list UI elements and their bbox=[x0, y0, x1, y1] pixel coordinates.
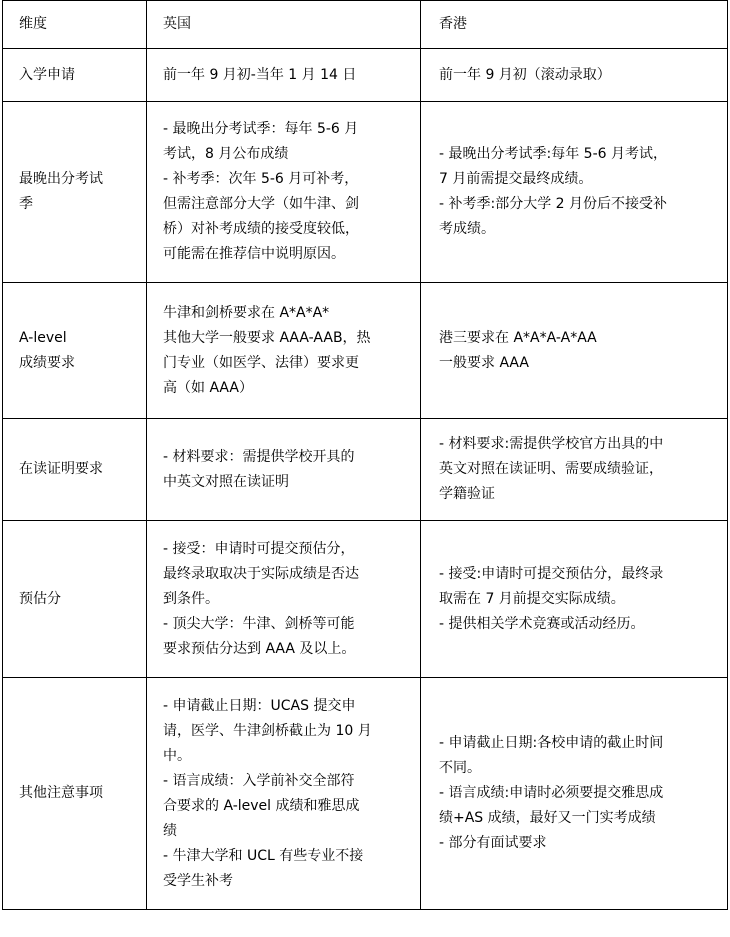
cell-line: - 最晚出分考试季:每年 5-6 月考试， bbox=[439, 146, 667, 162]
row-hk bbox=[421, 678, 728, 910]
table-row bbox=[3, 102, 728, 283]
row-uk bbox=[147, 678, 421, 910]
header-row bbox=[3, 1, 728, 49]
cell-line: 最晚出分考试 bbox=[19, 171, 103, 187]
row-dimension bbox=[3, 102, 147, 283]
cell-line: 中。 bbox=[163, 747, 191, 764]
cell-line: 一般要求 AAA bbox=[439, 354, 529, 371]
cell-line: - 材料要求:需提供学校官方出具的中 bbox=[439, 436, 664, 452]
cell-line: - 申请截止日期:各校申请的截止时间 bbox=[439, 735, 664, 751]
header-hk: 香港 bbox=[421, 1, 728, 49]
cell-line: - 最晚出分考试季：每年 5-6 月 bbox=[163, 121, 359, 137]
cell-line: 绩+AS 成绩，最好又一门实考成绩 bbox=[439, 810, 656, 826]
row-dimension bbox=[3, 678, 147, 910]
cell-line: - 申请截止日期：UCAS 提交申 bbox=[163, 697, 356, 714]
comparison-table bbox=[2, 0, 728, 910]
cell-line: - 牛津大学和 UCL 有些专业不接 bbox=[163, 847, 364, 864]
cell-line: 门专业（如医学、法律）要求更 bbox=[163, 354, 359, 371]
row-dimension bbox=[3, 419, 147, 521]
cell-line: 考试，8 月公布成绩 bbox=[163, 146, 289, 162]
cell-line: 取需在 7 月前提交实际成绩。 bbox=[439, 590, 625, 607]
cell-line: - 顶尖大学：牛津、剑桥等可能 bbox=[163, 615, 355, 632]
cell-line: 但需注意部分大学（如牛津、剑 bbox=[163, 196, 359, 212]
cell-line: 成绩要求 bbox=[19, 354, 75, 371]
cell-line: - 材料要求：需提供学校开具的 bbox=[163, 448, 355, 465]
table-row bbox=[3, 678, 728, 910]
cell-line: 前一年 9 月初-当年 1 月 14 日 bbox=[163, 66, 357, 83]
row-uk bbox=[147, 521, 421, 678]
cell-line: 绩 bbox=[163, 822, 177, 839]
cell-line: 入学申请 bbox=[19, 66, 75, 83]
cell-line: - 接受：申请时可提交预估分， bbox=[163, 540, 355, 557]
cell-line: 合要求的 A-level 成绩和雅思成 bbox=[163, 797, 360, 814]
header-uk: 英国 bbox=[147, 1, 421, 49]
cell-line: 最终录取取决于实际成绩是否达 bbox=[163, 565, 359, 582]
row-hk bbox=[421, 49, 728, 102]
cell-line: A-level bbox=[19, 329, 67, 346]
row-dimension bbox=[3, 49, 147, 102]
row-dimension bbox=[3, 283, 147, 419]
cell-line: 学籍验证 bbox=[439, 486, 495, 502]
cell-line: 受学生补考 bbox=[163, 872, 233, 889]
cell-line: 牛津和剑桥要求在 A*A*A* bbox=[163, 304, 330, 321]
cell-line: 考成绩。 bbox=[439, 221, 495, 237]
row-uk bbox=[147, 102, 421, 283]
cell-line: 港三要求在 A*A*A-A*AA bbox=[439, 329, 597, 346]
cell-line: - 语言成绩：入学前补交全部符 bbox=[163, 772, 355, 789]
cell-line: - 补考季:部分大学 2 月份后不接受补 bbox=[439, 196, 668, 212]
cell-line: - 语言成绩:申请时必须要提交雅思成 bbox=[439, 785, 664, 801]
cell-line: 请，医学、牛津剑桥截止为 10 月 bbox=[163, 722, 372, 739]
cell-line: - 部分有面试要求 bbox=[439, 835, 547, 851]
table-row bbox=[3, 419, 728, 521]
row-hk bbox=[421, 521, 728, 678]
cell-line: 不同。 bbox=[439, 760, 481, 776]
row-hk bbox=[421, 283, 728, 419]
row-uk bbox=[147, 49, 421, 102]
row-dimension bbox=[3, 521, 147, 678]
cell-line: 英文对照在读证明、需要成绩验证， bbox=[439, 461, 663, 477]
cell-line: 预估分 bbox=[19, 590, 61, 607]
cell-line: 高（如 AAA） bbox=[163, 379, 253, 396]
header-dimension: 维度 bbox=[3, 1, 147, 49]
cell-line: 7 月前需提交最终成绩。 bbox=[439, 171, 593, 187]
cell-line: 其他注意事项 bbox=[19, 785, 103, 801]
cell-line: 季 bbox=[19, 196, 33, 212]
row-hk bbox=[421, 419, 728, 521]
row-uk bbox=[147, 419, 421, 521]
table-row bbox=[3, 283, 728, 419]
cell-line: - 补考季：次年 5-6 月可补考， bbox=[163, 171, 359, 187]
cell-line: 中英文对照在读证明 bbox=[163, 473, 289, 490]
cell-line: 在读证明要求 bbox=[19, 461, 103, 477]
table-row bbox=[3, 521, 728, 678]
cell-line: 要求预估分达到 AAA 及以上。 bbox=[163, 640, 356, 657]
cell-line: - 接受:申请时可提交预估分，最终录 bbox=[439, 565, 664, 582]
cell-line: 桥）对补考成绩的接受度较低， bbox=[163, 221, 359, 237]
cell-line: 其他大学一般要求 AAA-AAB，热 bbox=[163, 329, 371, 346]
row-hk bbox=[421, 102, 728, 283]
row-uk bbox=[147, 283, 421, 419]
cell-line: 到条件。 bbox=[163, 590, 219, 607]
cell-line: - 提供相关学术竞赛或活动经历。 bbox=[439, 615, 645, 632]
table-row bbox=[3, 49, 728, 102]
cell-line: 可能需在推荐信中说明原因。 bbox=[163, 246, 345, 262]
cell-line: 前一年 9 月初（滚动录取） bbox=[439, 66, 611, 83]
